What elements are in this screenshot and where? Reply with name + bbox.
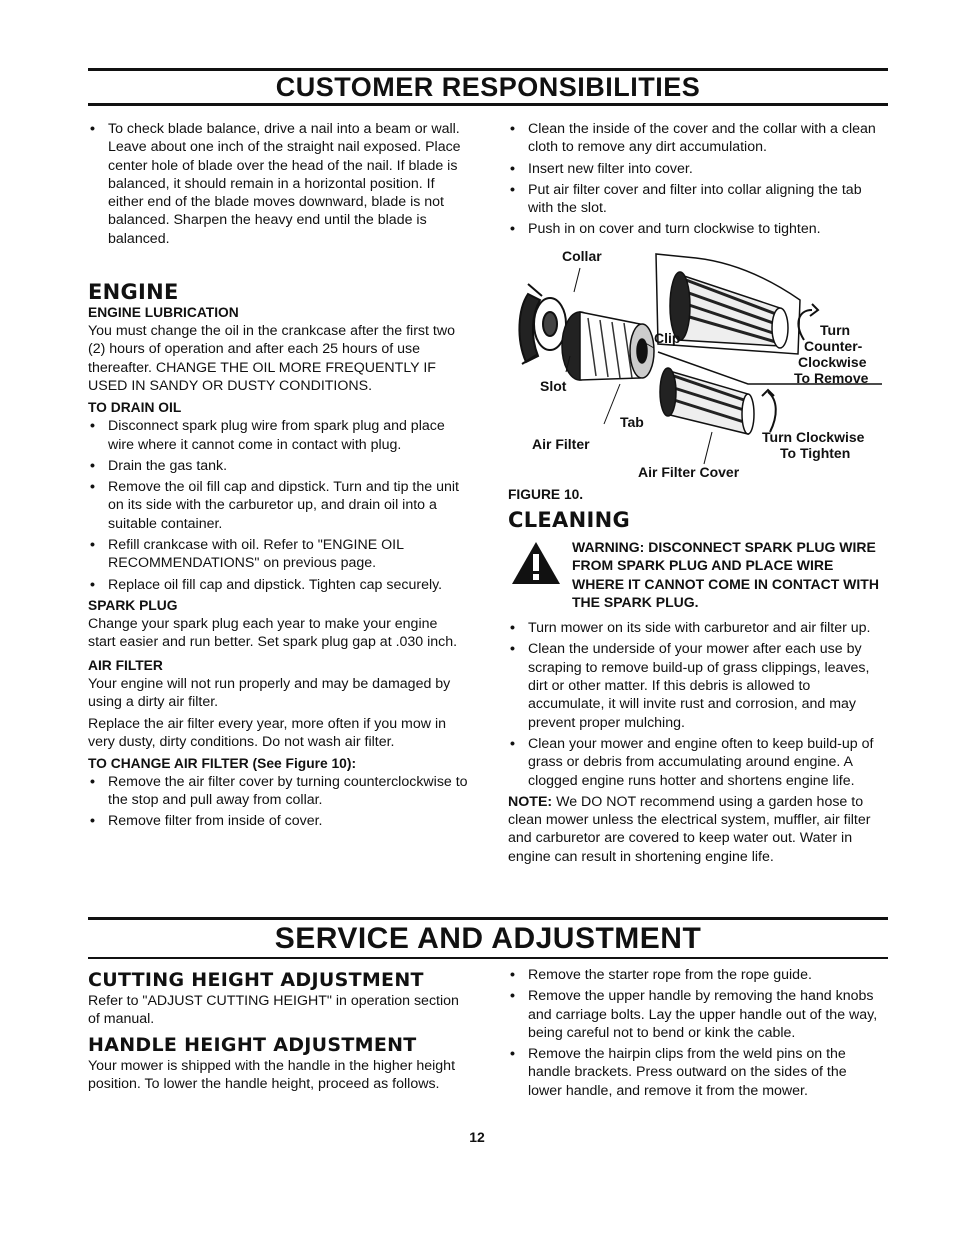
engine-lubrication-text: You must change the oil in the crankcase after the first two (2) hours of operation and after each 25 hours of use thereafter. CHANGE THE OIL MORE FREQUENTLY IF USED IN SANDY OR DUSTY CONDITIONS. (88, 323, 455, 394)
warning-text: WARNING: DISCONNECT SPARK PLUG WIRE FROM SPARK PLUG AND PLACE WIRE WHERE IT CANNOT COME IN CONTACT WITH THE SPARK PLUG. (572, 539, 879, 610)
list-item: • Remove the air filter cover by turning counterclockwise to the stop and pull away from collar. (88, 773, 468, 810)
list-item: • Drain the gas tank. (88, 457, 468, 475)
list-item: • Put air filter cover and filter into collar aligning the tab with the slot. (508, 181, 884, 218)
bottom-left-column (88, 968, 468, 1096)
right-column-top (508, 120, 884, 242)
label-to-tighten: To Tighten (780, 445, 851, 461)
change-air-filter-list (88, 773, 468, 831)
bottom-right-column (508, 966, 884, 1103)
filter-install-list (508, 120, 884, 239)
note-text: We DO NOT recommend using a garden hose to clean mower unless the electrical system, muffler, air filter and carburetor are covered to keep water out. Water in engine can result in shortening engine life. (508, 793, 871, 865)
list-item: • Turn mower on its side with carburetor and air filter up. (508, 619, 884, 637)
left-column (88, 120, 468, 834)
label-air-filter-cover: Air Filter Cover (638, 464, 740, 480)
list-item: • Clean the underside of your mower after each use by scraping to remove build-up of grass clippings, leaves, dirt or other matter. If this debris is allowed to accumulate, it will invite rust and corrosion, and may prevent proper mulching. (508, 640, 884, 731)
cutting-height-text: Refer to "ADJUST CUTTING HEIGHT" in operation section of manual. (88, 993, 459, 1028)
label-collar: Collar (562, 248, 602, 264)
list-item: • To check blade balance, drive a nail into a beam or wall. Leave about one inch of the straight nail exposed. Place center hole of blade over the head of the nail. If blade is balanced, it should remain in a horizontal position. If either end of the blade moves downward, blade is not balanced. Sharpen the heavy end until the blade is balanced. (88, 120, 468, 248)
list-item: • Refill crankcase with oil. Refer to "ENGINE OIL RECOMMENDATIONS" on previous page. (88, 536, 468, 573)
cleaning-list (508, 619, 884, 790)
engine-heading: ENGINE (88, 280, 179, 305)
list-item: • Disconnect spark plug wire from spark plug and place wire where it cannot come in contact with plug. (88, 417, 468, 454)
label-air-filter: Air Filter (532, 436, 590, 452)
list-item: • Remove the oil fill cap and dipstick. Turn and tip the unit on its side with the carburetor up, and drain oil into a suitable container. (88, 478, 468, 533)
blade-balance-list (88, 120, 468, 248)
filter-element-drawing (562, 312, 654, 380)
drain-oil-heading: TO DRAIN OIL (88, 400, 182, 416)
handle-height-heading: HANDLE HEIGHT ADJUSTMENT (88, 1033, 417, 1056)
label-turn-counter-4: To Remove (794, 370, 869, 386)
spark-plug-text: Change your spark plug each year to make your engine start easier and run better. Set spark plug gap at .030 inch. (88, 615, 458, 651)
list-item: • Clean the inside of the cover and the collar with a clean cloth to remove any dirt accumulation. (508, 120, 884, 157)
list-item: • Replace oil fill cap and dipstick. Tighten cap securely. (88, 576, 468, 594)
cleaning-heading: CLEANING (508, 508, 630, 532)
warning-block (508, 538, 884, 611)
list-item: • Push in on cover and turn clockwise to tighten. (508, 220, 884, 238)
top-rule-upper (88, 68, 888, 71)
list-item: • Insert new filter into cover. (508, 160, 884, 178)
page-number: 12 (469, 1129, 485, 1145)
label-clip: Clip (654, 330, 681, 346)
cutting-height-heading: CUTTING HEIGHT ADJUSTMENT (88, 969, 424, 991)
list-item: • Remove the starter rope from the rope guide. (508, 966, 884, 984)
figure-air-filter-diagram (508, 244, 888, 484)
spark-plug-heading: SPARK PLUG (88, 597, 178, 613)
air-filter-text-2: Replace the air filter every year, more often if you mow in very dusty, dirty conditions. Do not wash air filter. (88, 716, 446, 751)
air-filter-text-1: Your engine will not run properly and may be damaged by using a dirty air filter. (88, 675, 451, 710)
section-title-service-and-adjustment: SERVICE AND ADJUSTMENT (274, 922, 702, 955)
list-item: • Remove the hairpin clips from the weld pins on the handle brackets. Press outward on the sides of the lower handle, and remove it from the mower. (508, 1045, 884, 1100)
section-title-customer-responsibilities: CUSTOMER RESPONSIBILITIES (275, 72, 701, 102)
change-air-filter-heading: TO CHANGE AIR FILTER (See Figure 10): (88, 755, 357, 771)
bottom-rule-upper (88, 917, 888, 920)
label-turn-clockwise: Turn Clockwise (762, 429, 865, 445)
label-turn-counter-1: Turn (820, 322, 851, 338)
collar-drawing (519, 284, 566, 364)
figure-caption: FIGURE 10. (508, 487, 584, 502)
drain-oil-list (88, 417, 468, 594)
note-label: NOTE: (508, 793, 553, 810)
bottom-rule-lower (88, 957, 888, 959)
engine-lubrication-heading: ENGINE LUBRICATION (88, 305, 239, 321)
list-item: • Clean your mower and engine often to keep build-up of grass or debris from accumulating around engine. A clogged engine runs hotter and shortens engine life. (508, 735, 884, 790)
list-item: • Remove the upper handle by removing the hand knobs and carriage bolts. Lay the upper handle out of the way, being careful not to bend or kink the cable. (508, 987, 884, 1042)
label-slot: Slot (540, 378, 567, 394)
label-tab: Tab (620, 414, 644, 430)
top-rule-lower (88, 103, 888, 106)
handle-removal-list (508, 966, 884, 1100)
label-turn-counter-2: Counter- (804, 338, 863, 354)
handle-height-text: Your mower is shipped with the handle in the higher height position. To lower the handle height, proceed as follows. (88, 1057, 456, 1092)
list-item: • Remove filter from inside of cover. (88, 812, 468, 830)
cleaning-note (508, 793, 884, 866)
air-filter-heading: AIR FILTER (88, 657, 163, 673)
warning-triangle-icon (510, 540, 562, 586)
label-turn-counter-3: Clockwise (798, 354, 867, 370)
right-column-lower (508, 486, 884, 869)
